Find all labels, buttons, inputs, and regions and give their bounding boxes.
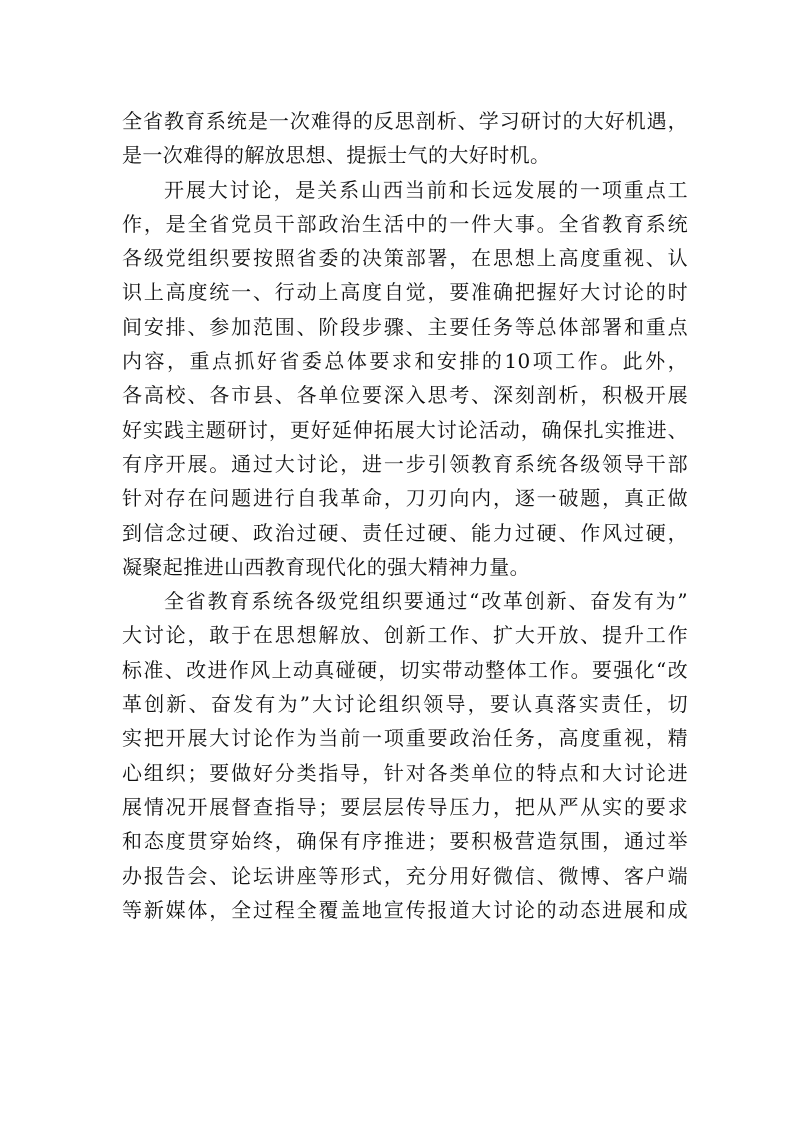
- text-line: 内容，重点抓好省委总体要求和安排的10项工作。此外，: [122, 349, 688, 374]
- text-line: 办报告会、论坛讲座等形式，充分用好微信、微博、客户端: [122, 863, 688, 888]
- text-line: 标准、改进作风上动真碰硬，切实带动整体工作。要强化“改: [122, 657, 688, 682]
- text-line: 各高校、各市县、各单位要深入思考、深刻剖析，积极开展: [122, 383, 688, 408]
- text-line: 有序开展。通过大讨论，进一步引领教育系统各级领导干部: [122, 451, 688, 476]
- text-line: 到信念过硬、政治过硬、责任过硬、能力过硬、作风过硬，: [122, 520, 688, 545]
- text-line: 实把开展大讨论作为当前一项重要政治任务，高度重视，精: [122, 726, 688, 751]
- text-line: 大讨论，敢于在思想解放、创新工作、扩大开放、提升工作: [122, 623, 688, 648]
- text-line: 各级党组织要按照省委的决策部署，在思想上高度重视、认: [122, 246, 688, 271]
- text-line: 好实践主题研讨，更好延伸拓展大讨论活动，确保扎实推进、: [122, 417, 688, 442]
- text-line: 间安排、参加范围、阶段步骤、主要任务等总体部署和重点: [122, 314, 688, 339]
- text-line: 和态度贯穿始终，确保有序推进；要积极营造氛围，通过举: [122, 829, 688, 854]
- text-line: 识上高度统一、行动上高度自觉，要准确把握好大讨论的时: [122, 280, 688, 305]
- body-text: [122, 104, 688, 927]
- text-line: 全省教育系统各级党组织要通过“改革创新、奋发有为”: [164, 589, 688, 614]
- text-line: 革创新、奋发有为”大讨论组织领导，要认真落实责任，切: [122, 692, 688, 717]
- text-line: 全省教育系统是一次难得的反思剖析、学习研讨的大好机遇，: [122, 109, 688, 133]
- text-line: 展情况开展督查指导；要层层传导压力，把从严从实的要求: [122, 794, 688, 819]
- text-line: 等新媒体，全过程全覆盖地宣传报道大讨论的动态进展和成: [122, 897, 688, 922]
- text-line: 是一次难得的解放思想、提振士气的大好时机。: [122, 143, 551, 168]
- text-line: 作，是全省党员干部政治生活中的一件大事。全省教育系统: [122, 211, 688, 236]
- text-line: 凝聚起推进山西教育现代化的强大精神力量。: [122, 554, 530, 579]
- text-line: 心组织；要做好分类指导，针对各类单位的特点和大讨论进: [122, 760, 688, 785]
- text-line: 开展大讨论，是关系山西当前和长远发展的一项重点工: [164, 177, 688, 202]
- text-line: 针对存在问题进行自我革命，刀刃向内，逐一破题，真正做: [122, 486, 688, 511]
